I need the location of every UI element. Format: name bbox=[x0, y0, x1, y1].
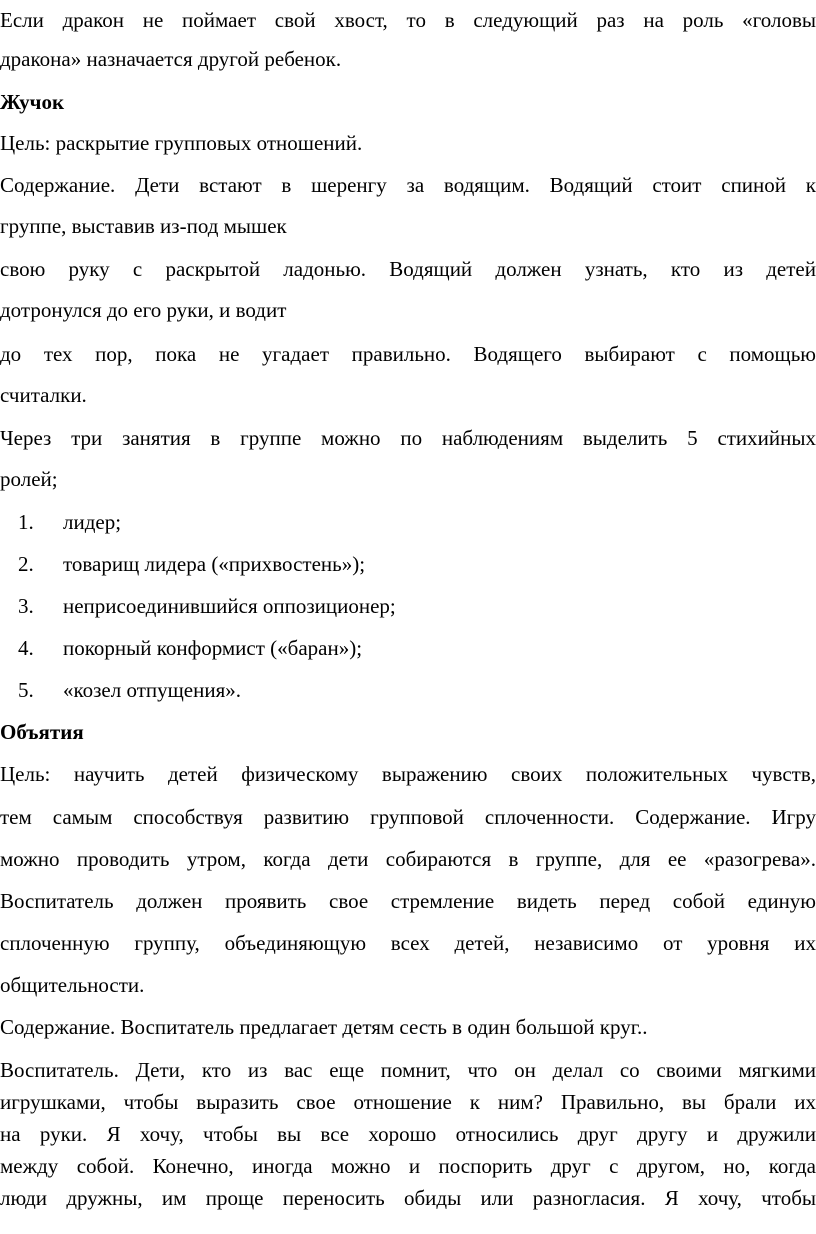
list-item-text: товарищ лидера («прихвостень»); bbox=[63, 552, 366, 576]
paragraph-line: общительности. bbox=[0, 973, 145, 997]
paragraph-line: тем самым способствуя развитию групповой сплоченности. Содержание. Игру bbox=[0, 805, 816, 829]
list-item bbox=[0, 508, 816, 536]
paragraph-line: Содержание. Воспитатель предлагает детям сесть в один большой круг.. bbox=[0, 1015, 648, 1039]
paragraph-line: Через три занятия в группе можно по наблюдениям выделить 5 стихийных bbox=[0, 426, 816, 450]
paragraph-line: Воспитатель. Дети, кто из вас еще помнит, что он делал со своими мягкими bbox=[0, 1058, 816, 1082]
list-item bbox=[0, 634, 816, 662]
paragraph-line: сплоченную группу, объединяющую всех детей, независимо от уровня их bbox=[0, 931, 816, 955]
list-item-number: 1. bbox=[18, 510, 34, 534]
list-item-text: «козел отпущения». bbox=[63, 678, 241, 702]
paragraph-line: Цель: научить детей физическому выражению своих положительных чувств, bbox=[0, 762, 816, 786]
paragraph-line: на руки. Я хочу, чтобы вы все хорошо относились друг другу и дружили bbox=[0, 1122, 816, 1146]
list-item-text: покорный конформист («баран»); bbox=[63, 636, 363, 660]
paragraph-line: Если дракон не поймает свой хвост, то в следующий раз на роль «головы bbox=[0, 8, 816, 32]
paragraph-line: Содержание. Дети встают в шеренгу за водящим. Водящий стоит спиной к bbox=[0, 173, 816, 197]
list-item bbox=[0, 592, 816, 620]
paragraph-line: ролей; bbox=[0, 467, 58, 491]
paragraph-line: между собой. Конечно, иногда можно и поспорить друг с другом, но, когда bbox=[0, 1154, 816, 1178]
paragraph-line: игрушками, чтобы выразить свое отношение к ним? Правильно, вы брали их bbox=[0, 1090, 816, 1114]
list-item bbox=[0, 676, 816, 704]
section-heading: Жучок bbox=[0, 90, 65, 114]
paragraph-line: считалки. bbox=[0, 383, 87, 407]
list-item-number: 4. bbox=[18, 636, 34, 660]
paragraph-line: можно проводить утром, когда дети собираются в группе, для ее «разогрева». bbox=[0, 847, 816, 871]
paragraph-line: свою руку с раскрытой ладонью. Водящий должен узнать, кто из детей bbox=[0, 257, 816, 281]
paragraph-line: люди дружны, им проще переносить обиды или разногласия. Я хочу, чтобы bbox=[0, 1186, 816, 1210]
list-item-text: лидер; bbox=[63, 510, 122, 534]
list-item-number: 2. bbox=[18, 552, 34, 576]
paragraph-line: группе, выставив из-под мышек bbox=[0, 214, 287, 238]
list-item bbox=[0, 550, 816, 578]
section-heading: Объятия bbox=[0, 720, 84, 744]
list-item-number: 5. bbox=[18, 678, 34, 702]
list-item-number: 3. bbox=[18, 594, 34, 618]
paragraph-line: до тех пор, пока не угадает правильно. Водящего выбирают с помощью bbox=[0, 342, 816, 366]
paragraph-line: Воспитатель должен проявить свое стремление видеть перед собой единую bbox=[0, 889, 816, 913]
paragraph-line: дотронулся до его руки, и водит bbox=[0, 298, 287, 322]
paragraph-line: Цель: раскрытие групповых отношений. bbox=[0, 131, 363, 155]
paragraph-line: дракона» назначается другой ребенок. bbox=[0, 47, 342, 71]
list-item-text: неприсоединившийся оппозиционер; bbox=[63, 594, 396, 618]
